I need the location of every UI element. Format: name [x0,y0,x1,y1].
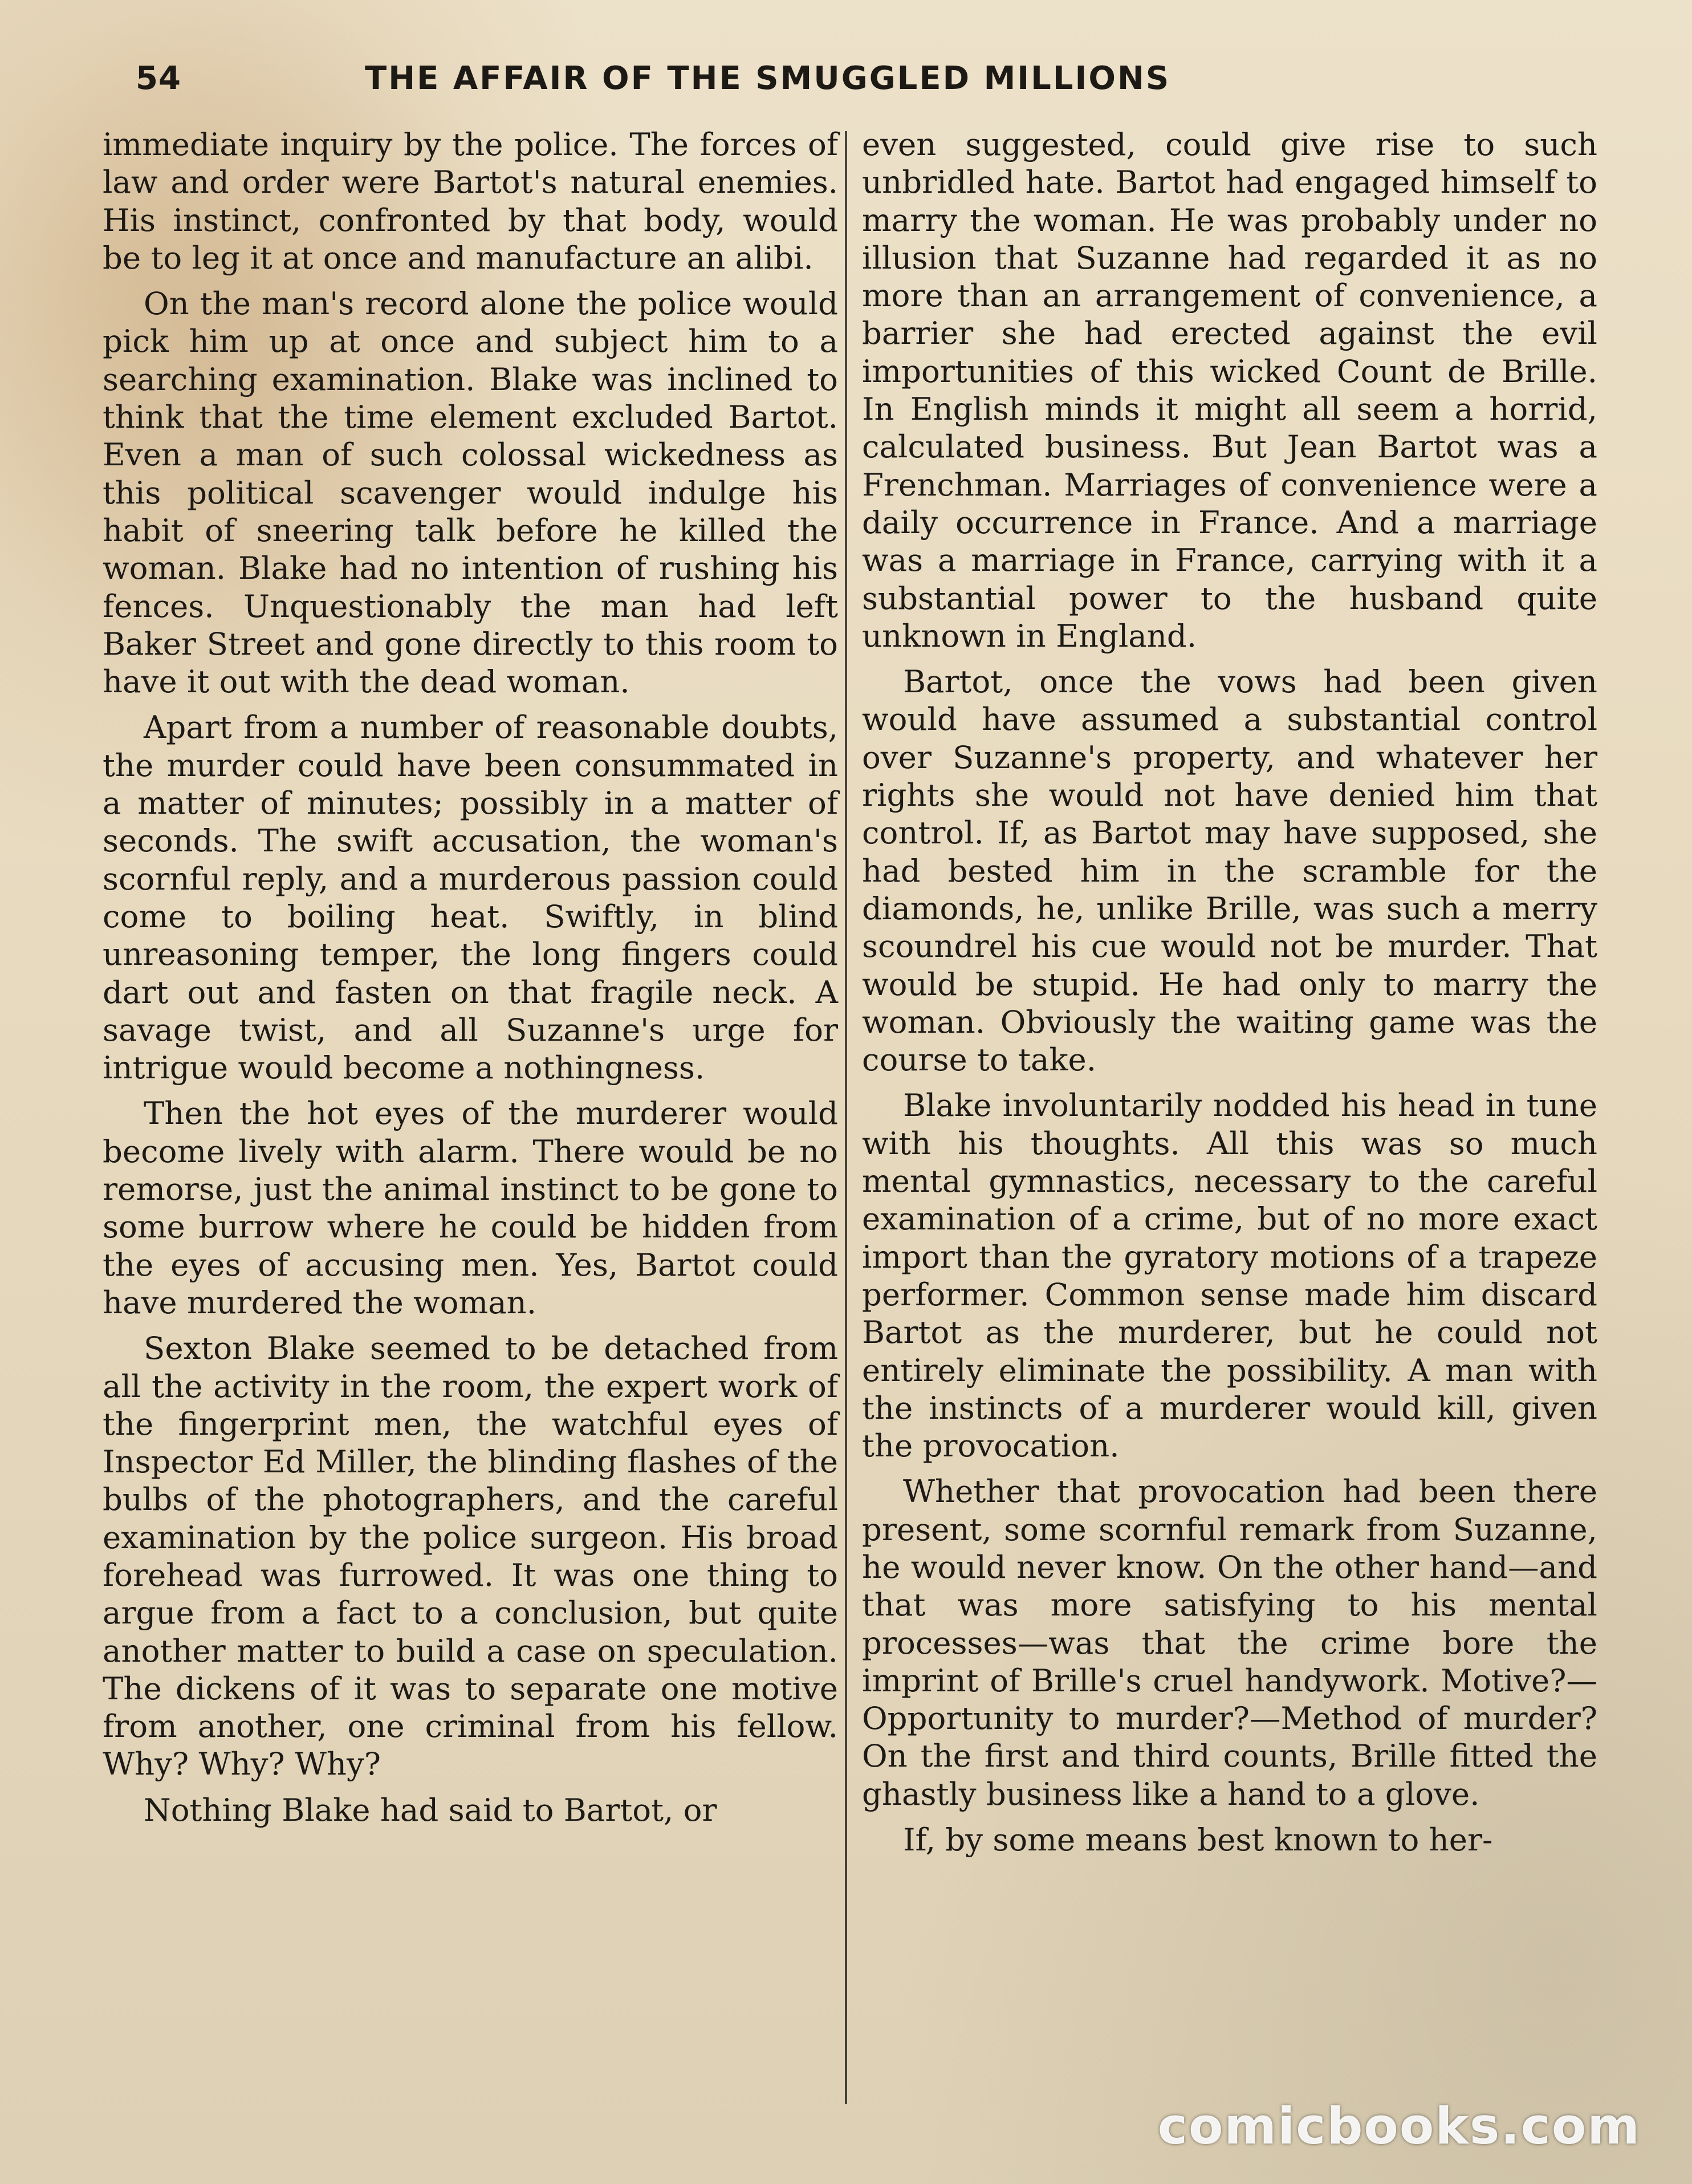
site-watermark: comicbooks.com [1157,2097,1641,2155]
paragraph: Bartot, once the vows had been given would have assumed a substantial control over Suzanne's property, and whatever her rights she would not have denied him that control. If, as Bartot may have supposed, she had bested him in the scramble for the diamonds, he, unlike Brille, was such a merry scoundrel his cue would not be murder. That would be stupid. He had only to marry the woman. Obviously the waiting game was the course to take. [862,663,1597,1078]
paragraph: If, by some means best known to her- [903,1821,1493,1858]
paragraph: even suggested, could give rise to such unbridled hate. Bartot had engaged himself to marry the woman. He was probably under no illusion that Suzanne had regarded it as no more than an arrangement of convenience, a barrier she had erected against the evil importunities of this wicked Count de Brille. In English minds it might all seem a horrid, calculated business. But Jean Bartot was a Frenchman. Marriages of convenience were a daily occurrence in France. And a marriage was a marriage in France, carrying with it a substantial power to the husband quite unknown in England. [862,126,1597,654]
paragraph: Sexton Blake seemed to be detached from all the activity in the room, the expert work of the fingerprint men, the watchful eyes of Inspector Ed Miller, the blinding flashes of the bulbs of the photographers, and the careful examination by the police surgeon. His broad forehead was furrowed. It was one thing to argue from a fact to a conclusion, but quite another matter to build a case on speculation. The dickens of it was to separate one motive from another, one criminal from his fellow. Why? Why? Why? [103,1330,838,1783]
paragraph: Then the hot eyes of the murderer would become lively with alarm. There would be no remorse, just the animal instinct to be gone to some burrow where he could be hidden from the eyes of accusing men. Yes, Bartot could have murdered the woman. [103,1095,838,1321]
paragraph: Whether that provocation had been there present, some scornful remark from Suzanne, he would never know. On the other hand—and that was more satisfying to his mental processes—was that the crime bore the imprint of Brille's cruel handywork. Motive?—Opportunity to murder?—Method of murder? On the first and third counts, Brille fitted the ghastly business like a hand to a glove. [862,1473,1597,1812]
left-column [103,125,838,1829]
paragraph: On the man's record alone the police would pick him up at once and subject him to a searching examination. Blake was inclined to think that the time element excluded Bartot. Even a man of such colossal wickedness as this political scavenger would indulge his habit of sneering talk before he killed the woman. Blake had no intention of rushing his fences. Unquestionably the man had left Baker Street and gone directly to this room to have it out with the dead woman. [103,285,838,700]
column-divider [845,131,847,2104]
page-header [0,60,1692,105]
page-number: 54 [136,60,181,97]
right-column [862,125,1597,1858]
paragraph: Apart from a number of reasonable doubts, the murder could have been consummated in a matter of minutes; possibly in a matter of seconds. The swift accusation, the woman's scornful reply, and a murderous passion could come to boiling heat. Swiftly, in blind unreasoning temper, the long fingers could dart out and fasten on that fragile neck. A savage twist, and all Suzanne's urge for intrigue would become a nothingness. [103,709,838,1086]
paragraph: Blake involuntarily nodded his head in tune with his thoughts. All this was so much mental gymnastics, necessary to the careful examination of a crime, but of no more exact import than the gyratory motions of a trapeze performer. Common sense made him discard Bartot as the murderer, but he could not entirely eliminate the possibility. A man with the instincts of a murderer would kill, given the provocation. [862,1087,1597,1464]
paragraph: Nothing Blake had said to Bartot, or [144,1791,717,1828]
running-title: THE AFFAIR OF THE SMUGGLED MILLIONS [365,60,1171,97]
paragraph: immediate inquiry by the police. The forces of law and order were Bartot's natural enemies. His instinct, confronted by that body, would be to leg it at once and manufacture an alibi. [103,126,838,276]
